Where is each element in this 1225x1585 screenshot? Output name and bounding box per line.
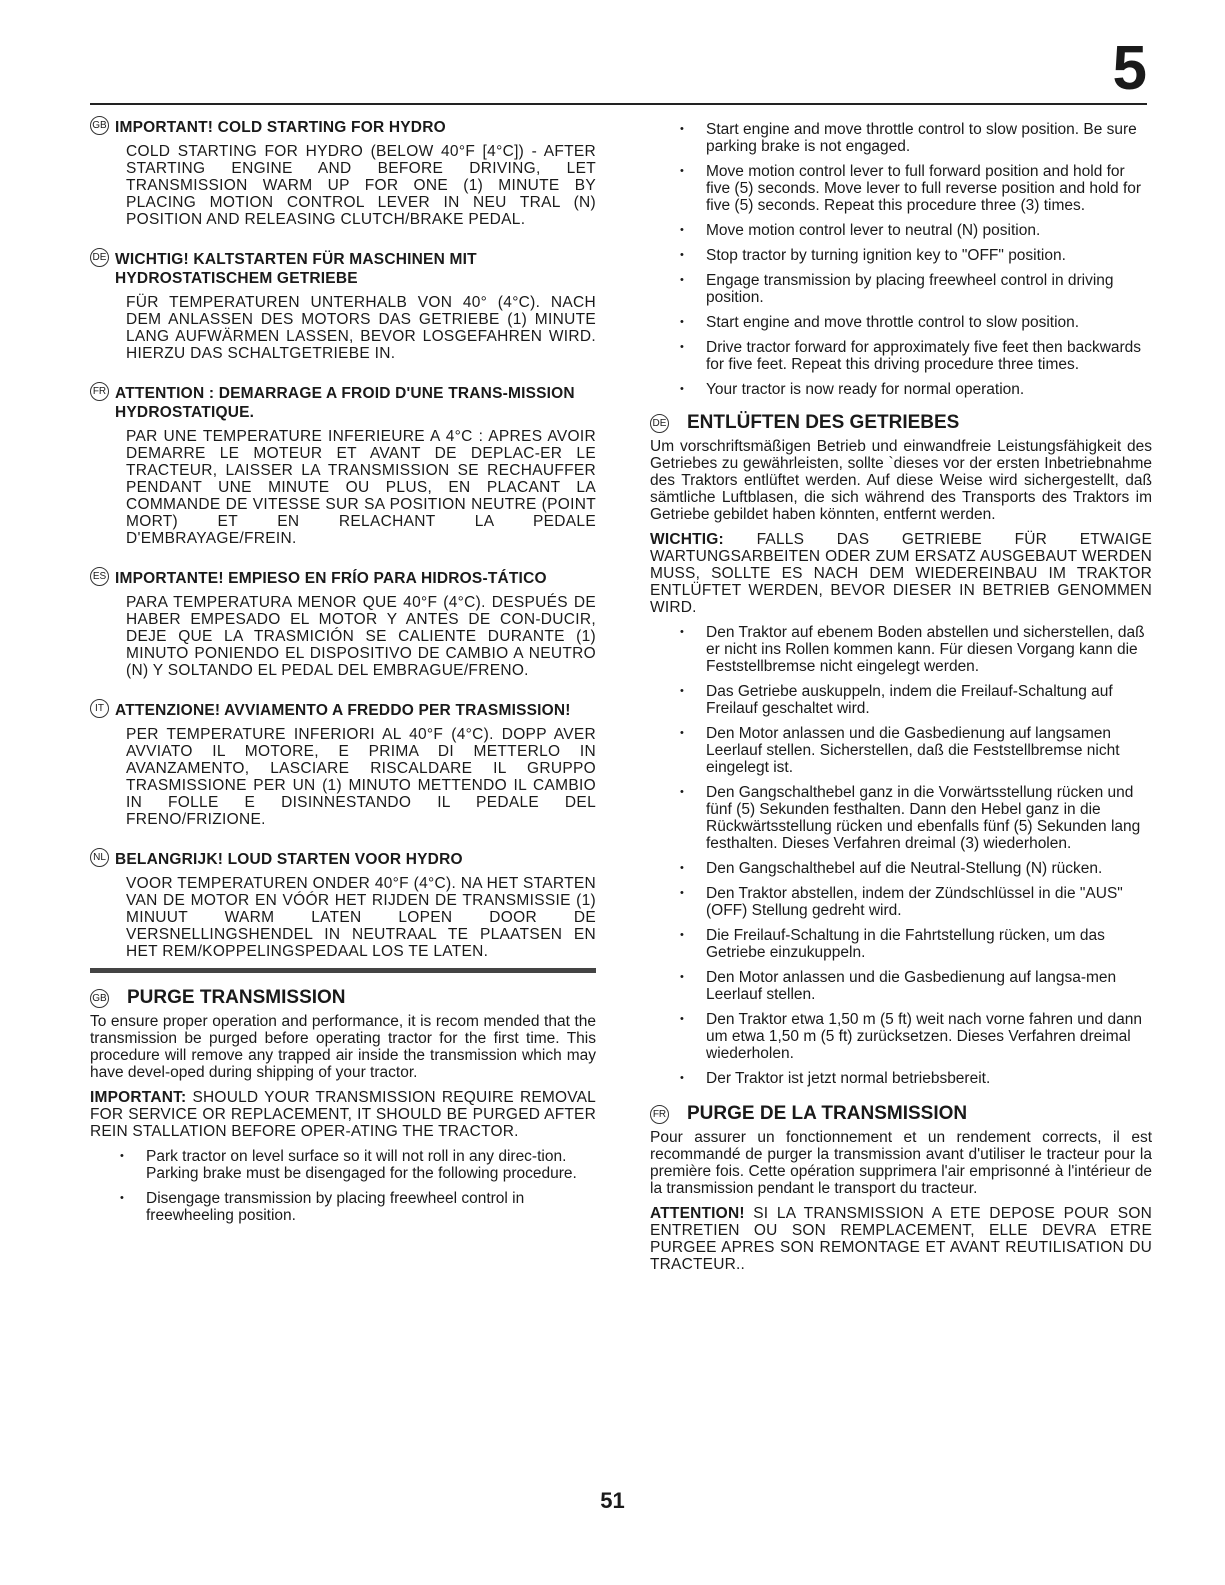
- important-text: SHOULD YOUR TRANSMISSION REQUIRE REMOVAL FOR SERVICE OR REPLACEMENT, IT SHOULD BE PURGED AFTER REIN STALLATION BEFORE OPER-ATING THE TRACTOR.: [90, 1089, 596, 1140]
- important-label: IMPORTANT:: [90, 1089, 187, 1106]
- important-note: [650, 531, 1152, 616]
- step-list-continued: [678, 121, 1152, 398]
- step-list: [678, 624, 1152, 1087]
- section-title: BELANGRIJK! LOUD STARTEN VOOR HYDRO: [115, 851, 463, 868]
- section-body: PER TEMPERATURE INFERIORI AL 40°F (4°C). DOPP AVER AVVIATO IL MOTORE, E PRIMA DI METTERLO IN AVANZAMENTO, LASCIARE RISCALDARE IL GRUPPO TRASMISSIONE PER UN (1) MINUTO METTENDO IL CAMBIO IN FOLLE E DISINNESTANDO IL PEDALE DEL FRENO/FRIZIONE.: [126, 726, 596, 828]
- section-body: PARA TEMPERATURA MENOR QUE 40°F (4°C). DESPUÉS DE HABER EMPESADO EL MOTOR Y ANTES DE CON-DUCIR, DEJE QUE LA TRASMICIÓN SE CALIENTE DURANTE (1) MINUTO PONIENDO EL DISPOSITIVO DE CAMBIO A NEUTRO (N) Y SOLTANDO EL PEDAL DEL EMBRAGUE/FRENO.: [126, 594, 596, 679]
- important-label: ATTENTION!: [650, 1205, 745, 1222]
- list-item: • Den Gangschalthebel auf die Neutral-Stellung (N) rücken.: [678, 860, 1152, 877]
- list-item: • Move motion control lever to neutral (N) position.: [678, 222, 1152, 239]
- section-number-badge: 5: [1112, 34, 1147, 103]
- important-label: WICHTIG:: [650, 531, 724, 548]
- section-intro: Um vorschriftsmäßigen Betrieb und einwandfreie Leistungsfähigkeit des Getriebes zu gewährleisten, sollte `dieses vor der ersten Inbetriebnahme des Traktors entlüftet werden. Auf diese Weise wird sichergestellt, daß sämtliche Luftblasen, die sich während des Transports des Traktors im Getriebe gebildet haben könnten, entfernt werden.: [650, 438, 1152, 523]
- language-badge-icon: GB: [90, 989, 109, 1008]
- section-title: ENTLÜFTEN DES GETRIEBES: [687, 412, 960, 433]
- purge-fr: [650, 1103, 1152, 1273]
- list-item: • Der Traktor ist jetzt normal betriebsbereit.: [678, 1070, 1152, 1087]
- list-item: • Stop tractor by turning ignition key to "OFF" position.: [678, 247, 1152, 264]
- list-item: • Den Motor anlassen und die Gasbedienung auf langsamen Leerlauf stellen. Sicherstellen, daß die Feststellbremse nicht eingelegt ist.: [678, 725, 1152, 776]
- section-title: IMPORTANT! COLD STARTING FOR HYDRO: [115, 119, 446, 136]
- important-note: [650, 1205, 1152, 1273]
- section-intro: To ensure proper operation and performance, it is recom mended that the transmission be purged before operating tractor for the first time. This procedure will remove any trapped air inside the transmission which may have devel-oped during shipping of your tractor.: [90, 1013, 596, 1081]
- section-title: ATTENTION : DEMARRAGE A FROID D'UNE TRANS-MISSION HYDROSTATIQUE.: [115, 385, 575, 421]
- purge-gb: [90, 987, 596, 1224]
- cold-start-it: [95, 701, 596, 828]
- language-badge-icon: GB: [90, 116, 109, 135]
- language-badge-icon: FR: [650, 1105, 669, 1124]
- important-note: [90, 1089, 596, 1140]
- right-column: [650, 118, 1152, 1273]
- cold-start-de: [92, 250, 596, 362]
- list-item: • Drive tractor forward for approximately five feet then backwards for five feet. Repeat this driving procedure three times.: [678, 339, 1152, 373]
- list-item: • Start engine and move throttle control to slow position. Be sure parking brake is not engaged.: [678, 121, 1152, 155]
- list-item: • Start engine and move throttle control to slow position.: [678, 314, 1152, 331]
- section-body: COLD STARTING FOR HYDRO (BELOW 40°F [4°C]) - AFTER STARTING ENGINE AND BEFORE DRIVING, LET TRANSMISSION WARM UP FOR ONE (1) MINUTE BY PLACING MOTION CONTROL LEVER IN NEU TRAL (N) POSITION AND RELEASING CLUTCH/BRAKE PEDAL.: [126, 143, 596, 228]
- cold-start-nl: [93, 850, 596, 960]
- list-item: • Move motion control lever to full forward position and hold for five (5) seconds. Move lever to full reverse position and hold for five (5) seconds. Repeat this procedure three (3) times.: [678, 163, 1152, 214]
- language-badge-icon: ES: [90, 567, 109, 586]
- section-title: WICHTIG! KALTSTARTEN FÜR MASCHINEN MIT HYDROSTATISCHEM GETRIEBE: [115, 251, 477, 287]
- language-badge-icon: DE: [650, 414, 669, 433]
- cold-start-fr: [92, 384, 596, 547]
- cold-start-gb: [92, 118, 596, 228]
- section-title: PURGE TRANSMISSION: [127, 987, 346, 1008]
- language-badge-icon: IT: [90, 699, 109, 718]
- left-column: [90, 118, 596, 1232]
- cold-start-es: [92, 569, 596, 679]
- section-intro: Pour assurer un fonctionnement et un rendement corrects, il est recommandé de purger la transmission avant d'utiliser le tracteur pour la première fois. Cette opération supprimera l'air emprisonné à l'intérieur de la transmission pendant le transport du tracteur.: [650, 1129, 1152, 1197]
- page-number: 51: [600, 1488, 625, 1513]
- important-text: SI LA TRANSMISSION A ETE DEPOSE POUR SON ENTRETIEN OU SON REMPLACEMENT, ELLE DEVRA ETRE PURGEE APRES SON REMONTAGE ET AVANT REUTILISATION DU TRACTEUR..: [650, 1205, 1152, 1273]
- section-title: ATTENZIONE! AVVIAMENTO A FREDDO PER TRASMISSION!: [115, 702, 571, 719]
- list-item: • Your tractor is now ready for normal operation.: [678, 381, 1152, 398]
- language-badge-icon: NL: [90, 848, 109, 867]
- section-body: VOOR TEMPERATUREN ONDER 40°F (4°C). NA HET STARTEN VAN DE MOTOR EN VÓÓR HET RIJDEN DE TRANSMISSIE (1) MINUUT WARM LATEN LOPEN DOOR DE VERSNELLINGSHENDEL IN NEUTRAAL TE PLAATSEN EN HET REM/KOPPELINGSPEDAAL LOS TE LATEN.: [126, 875, 596, 960]
- list-item: • Den Gangschalthebel ganz in die Vorwärtsstellung rücken und fünf (5) Sekunden festhalten. Dann den Hebel ganz in die Rückwärtsstellung rücken und ebenfalls fünf (5) Sekunden lang festhalten. Dieses Verfahren dreimal (3) wiederholen.: [678, 784, 1152, 852]
- section-body: PAR UNE TEMPERATURE INFERIEURE A 4°C : APRES AVOIR DEMARRE LE MOTEUR ET AVANT DE DEPLAC-ER LE TRACTEUR, LAISSER LA TRANSMISSION SE RECHAUFFER PENDANT UNE MINUTE OU PLUS, EN PLACANT LA COMMANDE DE VITESSE SUR SA POSITION NEUTRE (POINT MORT) ET EN RELACHANT LA PEDALE D'EMBRAYAGE/FREIN.: [126, 428, 596, 547]
- language-badge-icon: DE: [90, 248, 109, 267]
- important-text: FALLS DAS GETRIEBE FÜR ETWAIGE WARTUNGSARBEITEN ODER ZUM ERSATZ AUSGEBAUT WERDEN MUSS, SOLLTE ES NACH DEM WIEDEREINBAU IM TRAKTOR ENTLÜFTET WERDEN, BEVOR DIESER IN BETRIEB GENOMMEN WIRD.: [650, 531, 1152, 616]
- list-item: • Engage transmission by placing freewheel control in driving position.: [678, 272, 1152, 306]
- list-item: • Den Motor anlassen und die Gasbedienung auf langsa-men Leerlauf stellen.: [678, 969, 1152, 1003]
- list-item: • Disengage transmission by placing freewheel control in freewheeling position.: [118, 1190, 596, 1224]
- section-divider: [90, 968, 596, 973]
- purge-de: [650, 412, 1152, 1087]
- language-badge-icon: FR: [90, 382, 109, 401]
- section-title: IMPORTANTE! EMPIESO EN FRÍO PARA HIDROS-TÁTICO: [115, 570, 547, 587]
- header-rule: [90, 103, 1147, 105]
- list-item: • Den Traktor abstellen, indem der Zündschlüssel in die "AUS" (OFF) Stellung gedreht wird.: [678, 885, 1152, 919]
- list-item: • Das Getriebe auskuppeln, indem die Freilauf-Schaltung auf Freilauf geschaltet wird.: [678, 683, 1152, 717]
- list-item: • Den Traktor etwa 1,50 m (5 ft) weit nach vorne fahren und dann um etwa 1,50 m (5 ft) zurücksetzen. Dieses Verfahren dreimal wiederholen.: [678, 1011, 1152, 1062]
- section-title: PURGE DE LA TRANSMISSION: [687, 1103, 968, 1124]
- list-item: • Park tractor on level surface so it will not roll in any direc-tion. Parking brake must be disengaged for the following procedure.: [118, 1148, 596, 1182]
- list-item: • Die Freilauf-Schaltung in die Fahrtstellung rücken, um das Getriebe einzukuppeln.: [678, 927, 1152, 961]
- section-body: FÜR TEMPERATUREN UNTERHALB VON 40° (4°C). NACH DEM ANLASSEN DES MOTORS DAS GETRIEBE (1) MINUTE LANG AUFWÄRMEN LASSEN, BEVOR LOSGEFAHREN WIRD. HIERZU DAS SCHALTGETRIEBE IN.: [126, 294, 596, 362]
- step-list: [118, 1148, 596, 1224]
- list-item: • Den Traktor auf ebenem Boden abstellen und sicherstellen, daß er nicht ins Rollen kommen kann. Für diesen Vorgang kann die Feststellbremse nicht eingelegt werden.: [678, 624, 1152, 675]
